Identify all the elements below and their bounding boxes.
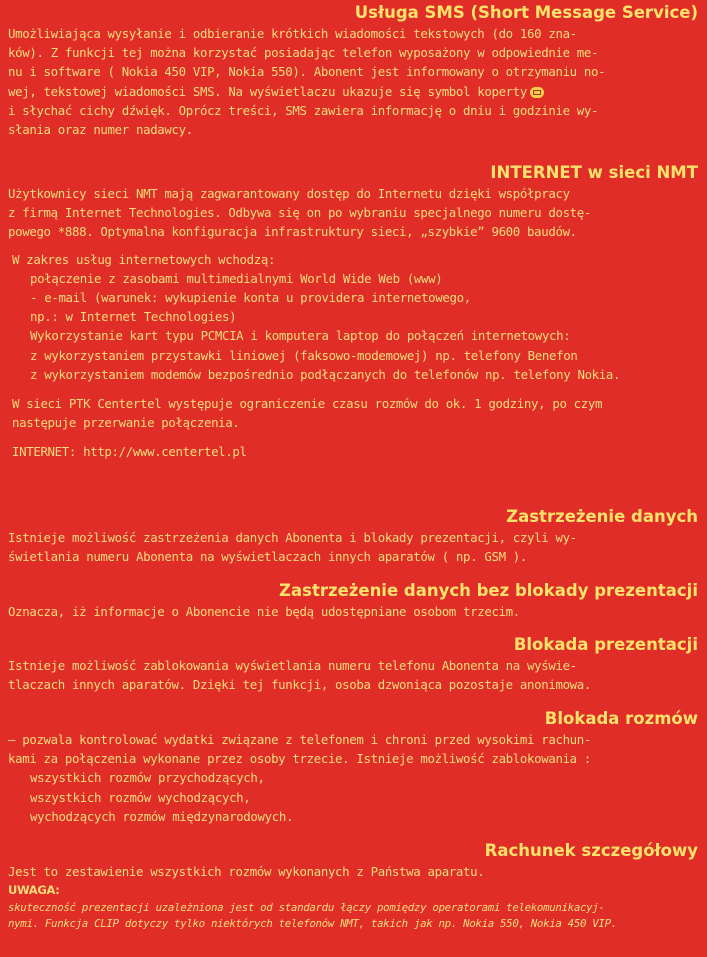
text-line: kami za połączenia wykonane przez osoby trzecie. Istnieje możliwość zablokowania : [8, 751, 592, 767]
envelope-icon [530, 87, 544, 98]
list-item: wychodzących rozmów międzynarodowych. [30, 808, 294, 824]
section-blokada-rozmow [8, 708, 698, 826]
section-sms [8, 2, 698, 139]
uwaga-label: UWAGA: [8, 883, 60, 898]
text-line: Użytkownicy sieci NMT mają zagwarantowany dostęp do Internetu dzięki współpracy [8, 186, 570, 201]
text-line: – pozwala kontrolować wydatki związane z telefonem i chroni przed wysokimi rachun- [8, 732, 592, 747]
text-line: z firmą Internet Technologies. Odbywa się on po wybraniu specjalnego numeru dostę- [8, 205, 592, 221]
section-internet [8, 162, 698, 462]
heading-blokada-prezentacji: Blokada prezentacji [513, 635, 698, 654]
text-line: Oznacza, iż informacje o Abonencie nie będą udostępniane osobom trzecim. [8, 604, 520, 619]
text-line: W sieci PTK Centertel występuje ograniczenie czasu rozmów do ok. 1 godziny, po czym [12, 396, 603, 412]
internet-url: INTERNET: http://www.centertel.pl [12, 444, 247, 460]
text-line: np.: w Internet Technologies) [30, 309, 237, 325]
text-line: nu i software ( Nokia 450 VIP, Nokia 550). Abonent jest informowany o otrzymaniu no- [8, 64, 606, 80]
text-line: ków). Z funkcji tej można korzystać posiadając telefon wyposażony w odpowiednie me- [8, 45, 599, 61]
uwaga-line: nymi. Funkcja CLIP dotyczy tylko niektórych telefonów NMT, takich jak np. Nokia 550, Nokia 450 VIP. [8, 917, 617, 931]
text-line: Wykorzystanie kart typu PCMCIA i komputera laptop do połączeń internetowych: [30, 328, 571, 344]
text-line: następuje przerwanie połączenia. [12, 415, 240, 431]
section-zastrzezenie [8, 506, 698, 566]
text-line: - e-mail (warunek: wykupienie konta u providera internetowego, [30, 290, 471, 306]
text-line: z wykorzystaniem modemów bezpośrednio podłączanych do telefonów np. telefony Nokia. [30, 366, 621, 382]
text-line: Istnieje możliwość zastrzeżenia danych Abonenta i blokady prezentacji, czyli wy- [8, 530, 577, 545]
text-line: z wykorzystaniem przystawki liniowej (faksowo-modemowej) np. telefony Benefon [30, 347, 578, 363]
text-line: powego *888. Optymalna konfiguracja infrastruktury sieci, „szybkie” 9600 baudów. [8, 224, 577, 240]
text-line: tlaczach innych aparatów. Dzięki tej funkcji, osoba dzwoniąca pozostaje anonimowa. [8, 677, 592, 693]
uwaga-line: skuteczność prezentacji uzależniona jest od standardu łączy pomiędzy operatorami telekomunikacyj- [8, 901, 605, 915]
heading-internet: INTERNET w sieci NMT [490, 163, 698, 182]
list-item: wszystkich rozmów przychodzących, [30, 770, 265, 786]
heading-rachunek: Rachunek szczegółowy [484, 841, 698, 860]
heading-bez-blokady: Zastrzeżenie danych bez blokady prezentacji [279, 581, 698, 600]
text-line: Umożliwiająca wysyłanie i odbieranie krótkich wiadomości tekstowych (do 160 zna- [8, 26, 577, 41]
text-line: słania oraz numer nadawcy. [8, 122, 193, 138]
section-rachunek [8, 840, 698, 932]
text-line: połączenie z zasobami multimedialnymi World Wide Web (www) [30, 270, 443, 286]
heading-sms: Usługa SMS (Short Message Service) [354, 3, 698, 22]
heading-zastrzezenie: Zastrzeżenie danych [506, 507, 698, 526]
section-bez-blokady [8, 580, 698, 621]
heading-blokada-rozmow: Blokada rozmów [544, 709, 698, 728]
text-line: świetlania numeru Abonenta na wyświetlaczach innych aparatów ( np. GSM ). [8, 549, 528, 565]
text-line: i słychać cichy dźwięk. Oprócz treści, SMS zawiera informację o dniu i godzinie wy- [8, 102, 599, 118]
list-item: wszystkich rozmów wychodzących, [30, 789, 251, 805]
text-line [8, 82, 698, 101]
text-line: Istnieje możliwość zablokowania wyświetlania numeru telefonu Abonenta na wyświe- [8, 658, 577, 673]
section-blokada-prezentacji [8, 634, 698, 694]
text-line: W zakres usług internetowych wchodzą: [12, 251, 276, 267]
text-line: Jest to zestawienie wszystkich rozmów wykonanych z Państwa aparatu. [8, 864, 485, 879]
text-fragment: wej, tekstowej wiadomości SMS. Na wyświetlaczu ukazuje się symbol koperty [8, 83, 528, 99]
